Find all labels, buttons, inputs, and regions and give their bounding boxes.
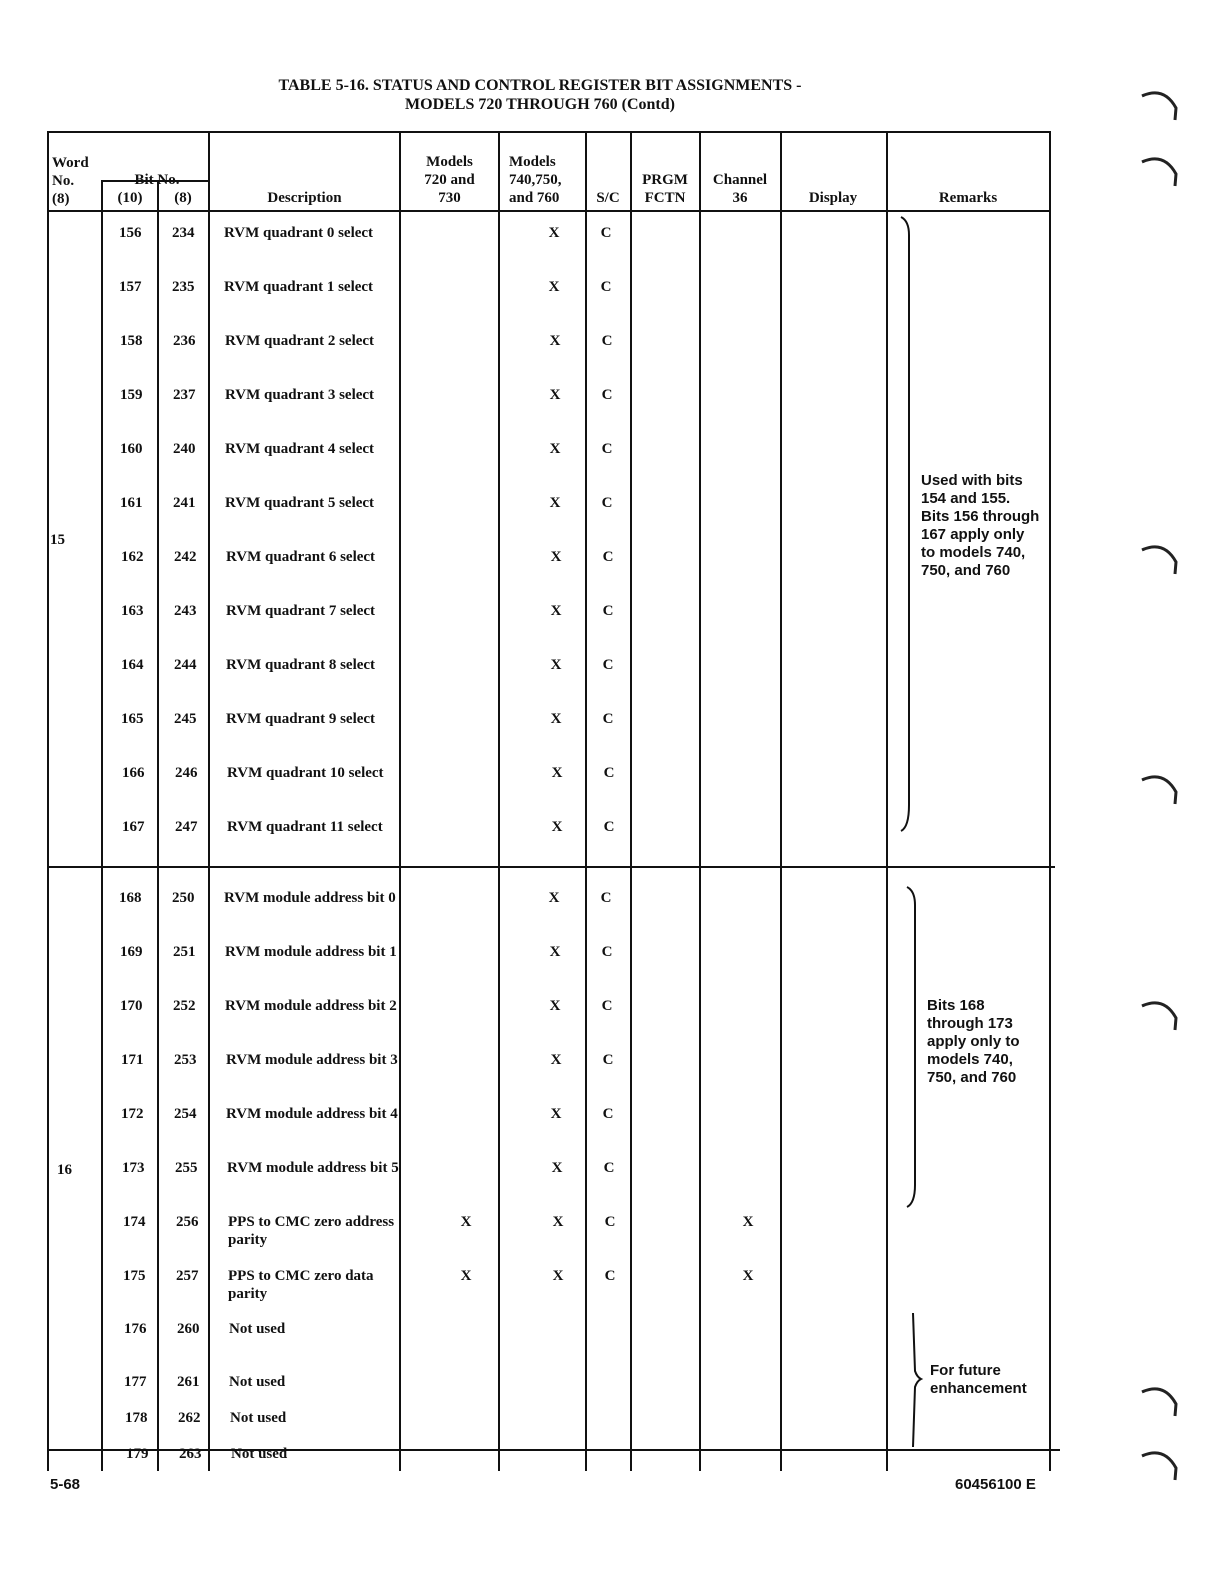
sc-value: C [602,711,614,727]
bit8-value: 263 [179,1446,202,1462]
model-740-mark: X [548,279,560,295]
sc-value: C [600,225,612,241]
model-740-mark: X [551,1160,563,1176]
header-bit8: (8) [174,190,192,206]
word-15: 15 [50,532,65,548]
bit8-value: 255 [175,1160,198,1176]
model-740-mark: X [550,603,562,619]
sc-value: C [601,441,613,457]
model-740-mark: X [550,1052,562,1068]
bit10-value: 164 [121,657,144,673]
bit10-value: 156 [119,225,142,241]
model-740-mark: X [550,711,562,727]
bit10-value: 169 [120,944,143,960]
description: RVM quadrant 8 select [226,657,376,673]
description: RVM quadrant 2 select [225,333,375,349]
bit8-value: 260 [177,1321,200,1337]
bit8-value: 253 [174,1052,197,1068]
bit8-value: 245 [174,711,197,727]
sc-value: C [603,1160,615,1176]
description: Not used [231,1446,288,1462]
description: Not used [230,1410,287,1426]
model-740-mark: X [551,819,563,835]
bit8-value: 241 [173,495,196,511]
description: Not used [229,1321,286,1337]
punch-mark-icon [1140,152,1180,192]
sc-value: C [602,657,614,673]
sc-value: C [600,279,612,295]
brace-group-15 [897,215,917,835]
word-16: 16 [57,1162,72,1178]
bit10-value: 170 [120,998,143,1014]
bit10-value: 176 [124,1321,147,1337]
model-740-mark: X [551,765,563,781]
sc-value: C [604,1214,616,1230]
description: RVM quadrant 1 select [224,279,374,295]
header-sc: S/C [596,190,620,206]
bit8-value: 262 [178,1410,201,1426]
model-740-mark: X [548,225,560,241]
bit10-value: 167 [122,819,145,835]
bit8-value: 244 [174,657,197,673]
bit8-value: 240 [173,441,196,457]
channel-36-mark: X [742,1268,754,1284]
brace-group-16 [903,885,923,1209]
bit8-value: 257 [176,1268,199,1284]
model-720-mark: X [460,1268,472,1284]
header-description: Description [267,190,342,206]
punch-mark-icon [1140,1382,1180,1422]
model-740-mark: X [550,549,562,565]
bit8-value: 242 [174,549,197,565]
bit8-value: 254 [174,1106,197,1122]
sc-value: C [604,1268,616,1284]
model-740-mark: X [549,441,561,457]
bit10-value: 159 [120,387,143,403]
bit8-value: 243 [174,603,197,619]
bit-assignment-table [47,131,1052,1461]
model-740-mark: X [549,998,561,1014]
punch-mark-icon [1140,1446,1180,1486]
brace-future [905,1311,925,1451]
bit10-value: 173 [122,1160,145,1176]
description: Not used [229,1374,286,1390]
bit8-value: 247 [175,819,198,835]
bit10-value: 161 [120,495,143,511]
model-740-mark: X [550,1106,562,1122]
bit10-value: 163 [121,603,144,619]
model-740-mark: X [549,333,561,349]
remark-future: For future enhancement [930,1362,1027,1397]
bit10-value: 171 [121,1052,144,1068]
bit10-value: 165 [121,711,144,727]
bit8-value: 256 [176,1214,199,1230]
bit10-value: 179 [126,1446,149,1462]
bit10-value: 178 [125,1410,148,1426]
bit8-value: 251 [173,944,196,960]
description: RVM module address bit 3 [226,1052,398,1068]
description: RVM quadrant 9 select [226,711,376,727]
bit10-value: 157 [119,279,142,295]
bit8-value: 237 [173,387,196,403]
table-title [0,76,1080,114]
header-prgm-fctn: PRGM FCTN [642,172,688,206]
sc-value: C [602,1106,614,1122]
sc-value: C [603,819,615,835]
title-line-1: TABLE 5-16. STATUS AND CONTROL REGISTER BIT ASSIGNMENTS - [278,77,802,94]
sc-value: C [603,765,615,781]
channel-36-mark: X [742,1214,754,1230]
sc-value: C [601,387,613,403]
bit10-value: 158 [120,333,143,349]
bit8-value: 252 [173,998,196,1014]
sc-value: C [602,549,614,565]
sc-value: C [601,495,613,511]
description: RVM quadrant 4 select [225,441,375,457]
header-display: Display [808,190,858,206]
header-bit10: (10) [117,190,143,206]
description: RVM module address bit 5 [227,1160,399,1176]
bit8-value: 246 [175,765,198,781]
bit8-value: 234 [172,225,195,241]
bit10-value: 177 [124,1374,147,1390]
description: RVM module address bit 0 [224,890,396,906]
description: RVM quadrant 11 select [227,819,383,835]
description: PPS to CMC zero address parity [228,1214,395,1248]
punch-mark-icon [1140,996,1180,1036]
header-bit-no: Bit No. [134,172,180,188]
bit8-value: 235 [172,279,195,295]
bit10-value: 175 [123,1268,146,1284]
description: RVM quadrant 0 select [224,225,374,241]
description: RVM quadrant 3 select [225,387,375,403]
header-word-no: Word No. (8) [52,155,89,207]
description: RVM module address bit 2 [225,998,397,1014]
remark-group-16: Bits 168 through 173 apply only to models 740, 750, and 760 [927,997,1020,1086]
page-number: 5-68 [50,1476,81,1493]
bit10-value: 168 [119,890,142,906]
description: RVM quadrant 5 select [225,495,375,511]
bit10-value: 174 [123,1214,146,1230]
model-740-mark: X [552,1268,564,1284]
punch-mark-icon [1140,540,1180,580]
model-740-mark: X [552,1214,564,1230]
sc-value: C [600,890,612,906]
description: RVM module address bit 4 [226,1106,398,1122]
bit8-value: 250 [172,890,195,906]
header-channel-36: Channel 36 [712,172,768,206]
model-740-mark: X [548,890,560,906]
bit10-value: 172 [121,1106,144,1122]
title-line-2: MODELS 720 THROUGH 760 (Contd) [405,96,675,113]
model-740-mark: X [550,657,562,673]
model-740-mark: X [549,944,561,960]
punch-mark-icon [1140,86,1180,126]
model-740-mark: X [549,387,561,403]
bit10-value: 166 [122,765,145,781]
description: PPS to CMC zero data parity [228,1268,374,1302]
sc-value: C [601,998,613,1014]
description: RVM quadrant 7 select [226,603,376,619]
description: RVM module address bit 1 [225,944,397,960]
header-models-720: Models 720 and 730 [424,154,475,206]
description: RVM quadrant 10 select [227,765,384,781]
sc-value: C [602,1052,614,1068]
header-models-740: Models 740,750, and 760 [509,154,562,206]
punch-mark-icon [1140,770,1180,810]
header-remarks: Remarks [938,190,998,206]
model-720-mark: X [460,1214,472,1230]
description: RVM quadrant 6 select [226,549,376,565]
sc-value: C [601,944,613,960]
bit8-value: 261 [177,1374,200,1390]
bit10-value: 162 [121,549,144,565]
sc-value: C [601,333,613,349]
bit8-value: 236 [173,333,196,349]
bit10-value: 160 [120,441,143,457]
model-740-mark: X [549,495,561,511]
sc-value: C [602,603,614,619]
remark-group-15: Used with bits 154 and 155. Bits 156 through 167 apply only to models 740, 750, and 760 [921,472,1040,579]
document-number: 60456100 E [955,1476,1036,1493]
